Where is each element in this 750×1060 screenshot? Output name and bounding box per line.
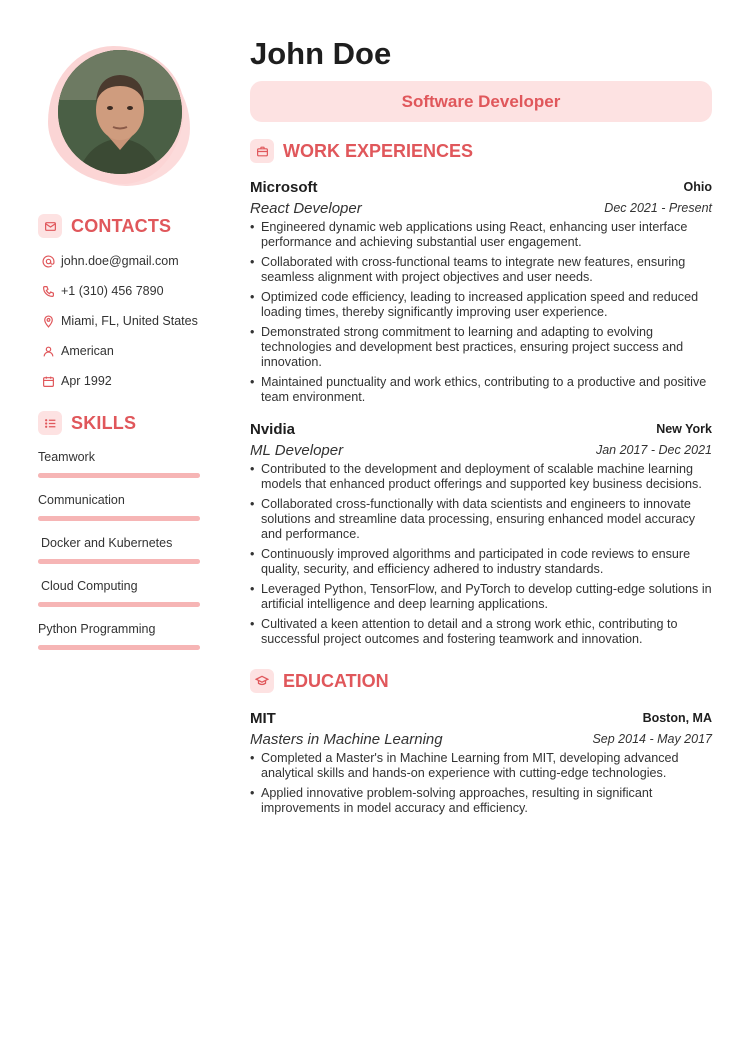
list-item: • Applied innovative problem-solving approaches, resulting in significant improvements in model accuracy and efficiency. [250,786,716,816]
list-item: • Cultivated a keen attention to detail and a strong work ethic, contributing to successful project outcomes and fostering teamwork and innovation. [250,617,716,647]
list-item: • Engineered dynamic web applications using React, enhancing user interface performance and achieving substantial user engagement. [250,220,716,250]
skill-bar [38,559,200,564]
job-position: React Developer [250,200,362,217]
job-location: Ohio [683,180,712,194]
company-name: Nvidia [250,421,296,438]
phone-text: +1 (310) 456 7890 [61,284,164,298]
degree: Masters in Machine Learning [250,731,443,748]
education-title: EDUCATION [283,670,389,691]
contact-birth [42,374,112,388]
education-heading [250,669,389,693]
work-heading [250,139,473,163]
contacts-title: CONTACTS [71,215,172,236]
calendar-icon [42,375,55,388]
contacts-heading [38,214,171,238]
job-dates: Dec 2021 - Present [604,201,712,215]
list-item: • Maintained punctuality and work ethics, contributing to a productive and positive team environment. [250,375,716,405]
work-title: WORK EXPERIENCES [283,140,474,161]
skill-item [38,493,200,507]
list-item: • Continuously improved algorithms and participated in code reviews to ensure quality, security, and efficiency adhered to industry standards. [250,547,716,577]
list-item: • Leveraged Python, TensorFlow, and PyTorch to develop cutting-edge solutions in artificial intelligence and deep learning applications. [250,582,716,612]
user-icon [42,345,55,358]
list-item: • Completed a Master's in Machine Learning from MIT, developing advanced analytical skills and hands-on experience with cutting-edge technologies. [250,751,716,781]
person-name: John Doe [250,36,392,71]
skill-name: Cloud Computing [41,579,138,593]
school-name: MIT [250,710,276,727]
graduation-cap-icon [250,669,274,693]
education-subheader [250,731,712,749]
skill-name: Docker and Kubernetes [41,536,173,550]
job-subheader [250,200,712,218]
nationality-text: American [61,344,114,358]
list-item: • Collaborated with cross-functional teams to integrate new features, ensuring seamless alignment with project objectives and user needs. [250,255,716,285]
email-text[interactable]: john.doe@gmail.com [61,254,179,268]
education-bullets [250,751,716,821]
job-dates: Jan 2017 - Dec 2021 [595,443,712,457]
briefcase-icon [250,139,274,163]
contact-location [42,314,198,328]
education-header [250,710,712,728]
skill-name: Python Programming [38,622,156,636]
at-icon [42,255,55,268]
contact-email [42,254,179,268]
skill-bar [38,602,200,607]
skills-title: SKILLS [71,412,137,433]
job-subheader [250,442,712,460]
list-item: • Demonstrated strong commitment to learning and adapting to evolving technologies and development best practices, ensuring project success and innovation. [250,325,716,370]
skill-item [38,579,200,593]
profile-photo-area [46,42,192,188]
list-icon [38,411,62,435]
job-bullets [250,220,716,410]
job-title: Software Developer [401,91,561,111]
skill-item [38,622,200,636]
skill-bar [38,516,200,521]
skill-name: Teamwork [38,450,95,464]
job-bullets [250,462,716,652]
skill-bar-fill [38,559,200,564]
education-dates: Sep 2014 - May 2017 [592,732,712,746]
skill-name: Communication [38,493,125,507]
job-position: ML Developer [250,442,344,459]
job-header [250,421,712,439]
job-title-band [250,81,712,122]
contact-phone [42,284,164,298]
school-location: Boston, MA [642,711,712,725]
contact-nationality [42,344,114,358]
map-pin-icon [42,315,55,328]
phone-icon [42,285,55,298]
list-item: • Contributed to the development and deployment of scalable machine learning models that enhanced product offerings and supported key business decisions. [250,462,716,492]
job-header [250,179,712,197]
company-name: Microsoft [250,179,318,196]
job-location: New York [656,422,712,436]
sidebar [0,0,230,1060]
skill-bar [38,473,200,478]
skill-bar-fill [38,516,200,521]
list-item: • Collaborated cross-functionally with data scientists and engineers to innovate solutions and streamline data processing, ensuring enhanced model accuracy and performance. [250,497,716,542]
avatar [58,50,182,174]
location-text: Miami, FL, United States [61,314,198,328]
skills-heading [38,411,136,435]
mail-icon [38,214,62,238]
skill-bar-fill [38,602,200,607]
birth-text: Apr 1992 [61,374,112,388]
skill-item [38,450,200,464]
skill-bar-fill [38,473,200,478]
skill-bar-fill [38,645,200,650]
skill-item [38,536,200,550]
list-item: • Optimized code efficiency, leading to increased application speed and reduced loading times, thereby significantly improving user experience. [250,290,716,320]
skill-bar [38,645,200,650]
